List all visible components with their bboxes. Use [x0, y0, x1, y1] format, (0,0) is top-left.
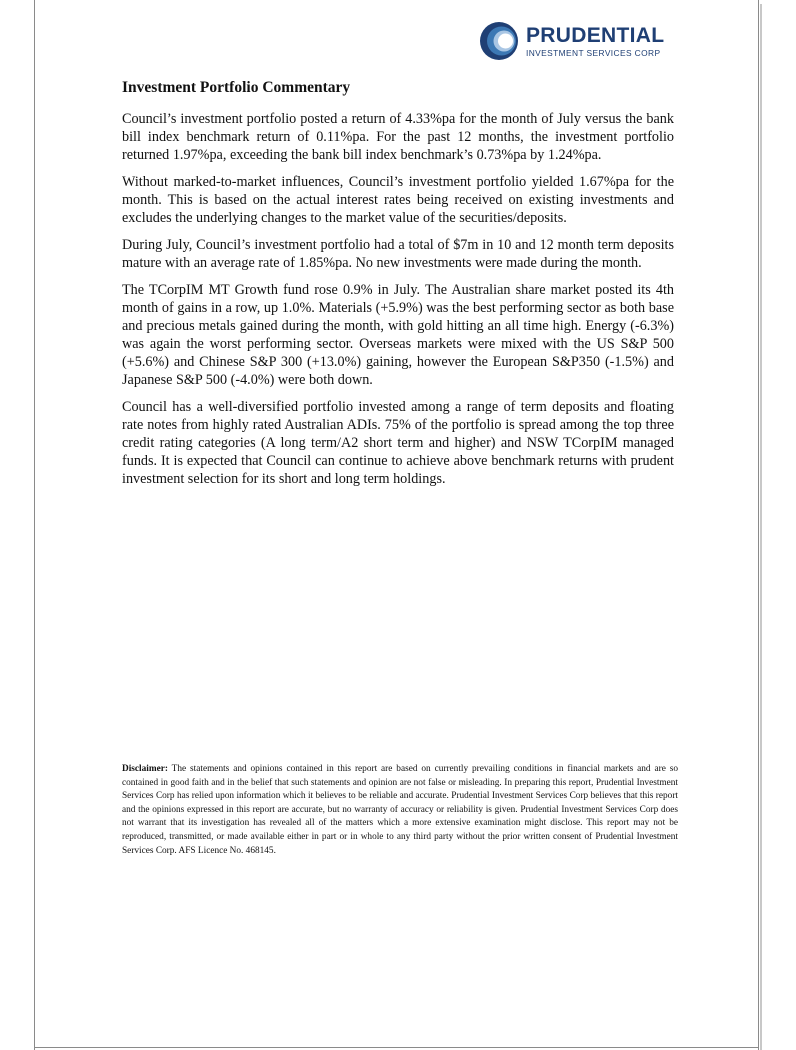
paragraph-market-review: The TCorpIM MT Growth fund rose 0.9% in July. The Australian share market posted its 4th month of gains in a row, up 1.0%. Materials (+5.9%) was the best performing sector as both base and precious metals gained during the month, with gold hitting an all time high. Energy (-6.3%) was again the worst performing sector. Overseas markets were mixed with the US S&P 500 (+5.6%) and Chinese S&P 300 (+13.0%) gaining, however the European S&P350 (-1.5%) and Japanese S&P 500 (-4.0%) were both down.	[122, 282, 674, 388]
disclaimer	[122, 763, 678, 858]
page-border-left	[34, 0, 35, 1050]
paragraph-portfolio-diversification: Council has a well-diversified portfolio invested among a range of term deposits and floating rate notes from highly rated Australian ADIs. 75% of the portfolio is spread among the top three credit rating categories (A long term/A2 short term and higher) and NSW TCorpIM managed funds. It is expected that Council can continue to achieve above benchmark returns with prudent investment selection for its short and long term holdings.	[122, 399, 674, 487]
paragraph-portfolio-return: Council’s investment portfolio posted a return of 4.33%pa for the month of July versus the bank bill index benchmark return of 0.11%pa. For the past 12 months, the investment portfolio returned 1.97%pa, exceeding the bank bill index benchmark’s 0.73%pa by 1.24%pa.	[122, 111, 674, 163]
disclaimer-label: Disclaimer:	[122, 764, 168, 774]
paragraph-yield: Without marked-to-market influences, Council’s investment portfolio yielded 1.67%pa for the month. This is based on the actual interest rates being received on existing investments and excludes the underlying changes to the market value of the securities/deposits.	[122, 174, 674, 226]
logo-name: PRUDENTIAL	[526, 23, 665, 47]
commentary-section	[122, 78, 674, 497]
disclaimer-text: The statements and opinions contained in this report are based on currently prevailing conditions in financial markets and are so contained in good faith and in the belief that such statements and opinion are not false or misleading. In preparing this report, Prudential Investment Services Corp has relied upon information which it believes to be reliable and accurate. Prudential Investment Services Corp believes that this report and the opinions expressed in this report are accurate, but no warranty of accuracy or reliability is given. Prudential Investment Services Corp does not warrant that its investigation has revealed all of the matters which a more extensive examination might disclose. This report may not be reproduced, transmitted, or made available either in part or in whole to any third party without the prior written consent of Prudential Investment Services Corp. AFS Licence No. 468145.	[122, 764, 678, 856]
page-border-bottom	[34, 1047, 759, 1048]
prudential-logo-mark-icon	[478, 20, 520, 62]
page-border-right	[758, 0, 759, 1050]
logo-subtitle: INVESTMENT SERVICES CORP	[526, 47, 661, 58]
paragraph-maturities: During July, Council’s investment portfolio had a total of $7m in 10 and 12 month term deposits mature with an average rate of 1.85%pa. No new investments were made during the month.	[122, 237, 674, 271]
page-border-shadow	[760, 4, 762, 1050]
logo-text	[526, 25, 664, 58]
page-title: Investment Portfolio Commentary	[122, 79, 351, 96]
prudential-logo	[478, 20, 668, 62]
